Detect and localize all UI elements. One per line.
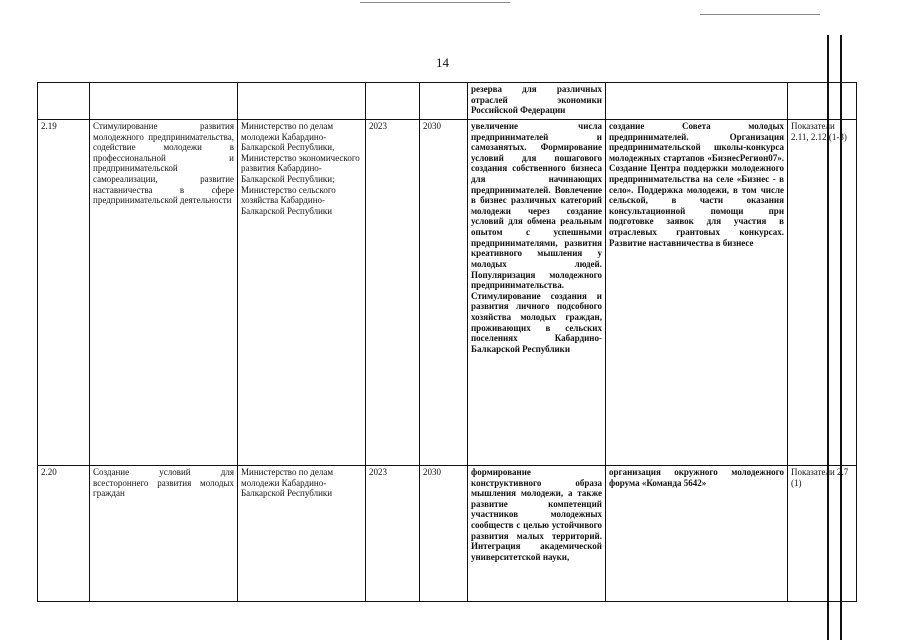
cell-name [90,83,238,120]
cell-link [606,83,788,120]
cell-name: Стимулирование развития молодежного предпринимательства, содействие молодежи в профессиональной и предпринимательской самореализации, развитие наставничества в сфере предпринимательской деятельности [90,120,238,466]
cell-executor: Министерство по делам молодежи Кабардино-Балкарской Республики [238,466,366,602]
cell-start-year [366,83,420,120]
cell-num: 2.19 [38,120,90,466]
cell-result: увеличение числа предпринимателей и самозанятых. Формирование условий для пошагового создания собственного бизнеса для начинающих предпринимателей. Вовлечение в бизнес различных категорий молодежи через создание условий для обмена реальным опытом с успешными предпринимателями, развития креативного мышления у молодых людей. Популяризация молодежного предпринимательства. Стимулирование создания и развития личного подсобного хозяйства молодых граждан, проживающих в сельских поселениях Кабардино-Балкарской Республики [468,120,606,466]
cell-indicators [788,83,857,120]
table-row [38,83,857,120]
cell-executor [238,83,366,120]
cell-result: резерва для различных отраслей экономики Российской Федерации [468,83,606,120]
cell-start-year: 2023 [366,120,420,466]
table-row [38,466,857,602]
cell-name: Создание условий для всестороннего развития молодых граждан [90,466,238,602]
cell-result: формирование конструктивного образа мышления молодежи, а также развитие компетенций участников молодежных сообществ с целью устойчивого развития малых территорий. Интеграция академической университетской науки, [468,466,606,602]
cell-end-year: 2030 [420,466,468,602]
scan-artifact-line [700,14,820,15]
program-table [37,82,857,602]
cell-link: организация окружного молодежного форума «Команда 5642» [606,466,788,602]
page-number: 14 [436,55,449,70]
cell-indicators: Показатели 2.7 (1) [788,466,857,602]
table-row [38,120,857,466]
cell-start-year: 2023 [366,466,420,602]
cell-executor: Министерство по делам молодежи Кабардино-Балкарской Республики, Министерство экономического развития Кабардино-Балкарской Республики; Министерство сельского хозяйства Кабардино-Балкарской Республики [238,120,366,466]
cell-num: 2.20 [38,466,90,602]
cell-indicators: Показатели 2.11, 2.12 (1-3) [788,120,857,466]
cell-num [38,83,90,120]
cell-link: создание Совета молодых предпринимателей. Организация предпринимательской школы-конкурса молодежных стартапов «БизнесРегион07». Создание Центра поддержки молодежного предпринимательства на селе «Бизнес - в село». Поддержка молодежи, в том числе сельской, в части оказания консультационной помощи при подготовке заявок для участия в отраслевых грантовых конкурсах. Развитие наставничества в бизнесе [606,120,788,466]
cell-end-year: 2030 [420,120,468,466]
cell-end-year [420,83,468,120]
scan-artifact-line [360,2,510,3]
